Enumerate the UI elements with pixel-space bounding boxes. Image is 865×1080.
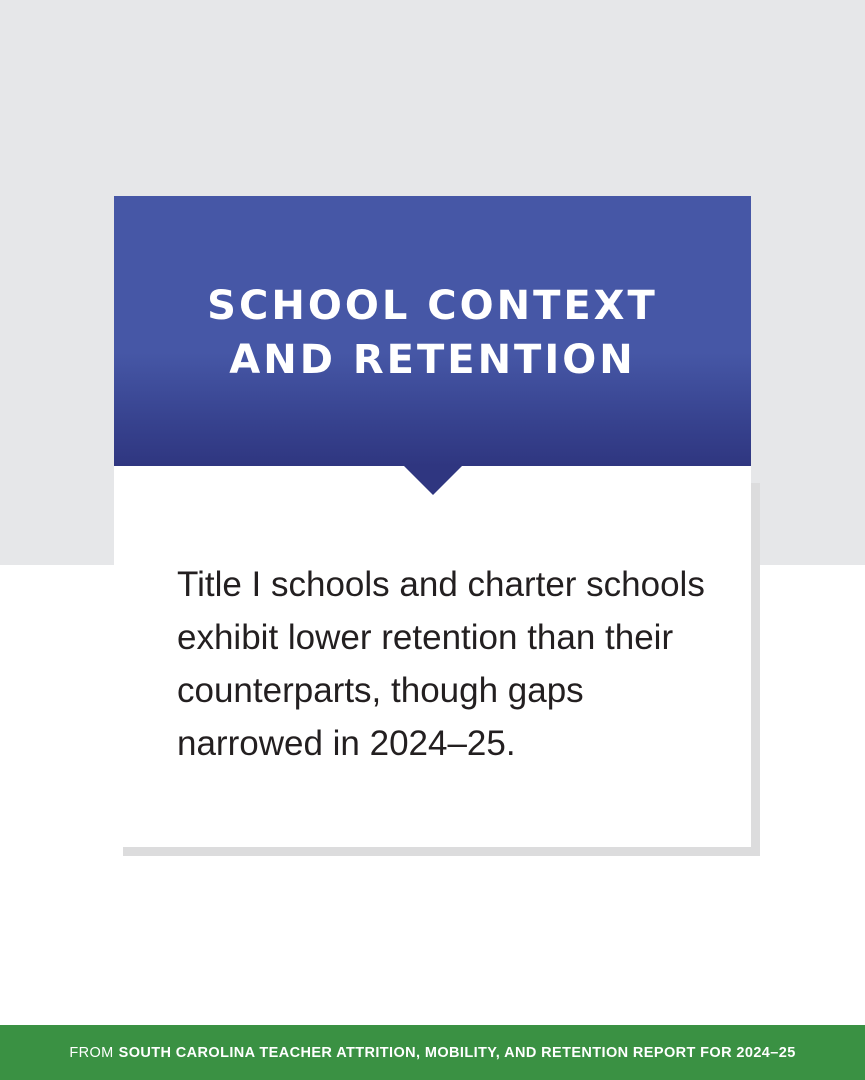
footer-source-title: SOUTH CAROLINA TEACHER ATTRITION, MOBILITY, AND RETENTION REPORT FOR 2024–25 bbox=[118, 1044, 796, 1061]
section-title-line-1: SCHOOL CONTEXT bbox=[207, 283, 658, 329]
header-pointer-icon bbox=[403, 465, 463, 495]
footer-prefix: FROM bbox=[69, 1044, 114, 1061]
source-footer bbox=[0, 1025, 865, 1080]
section-header bbox=[114, 196, 751, 466]
section-title-line-2: AND RETENTION bbox=[229, 337, 636, 383]
section-title bbox=[207, 275, 658, 387]
key-finding-text: Title I schools and charter schools exhibit lower retention than their counterparts, though gaps narrowed in 2024–25. bbox=[177, 565, 705, 763]
